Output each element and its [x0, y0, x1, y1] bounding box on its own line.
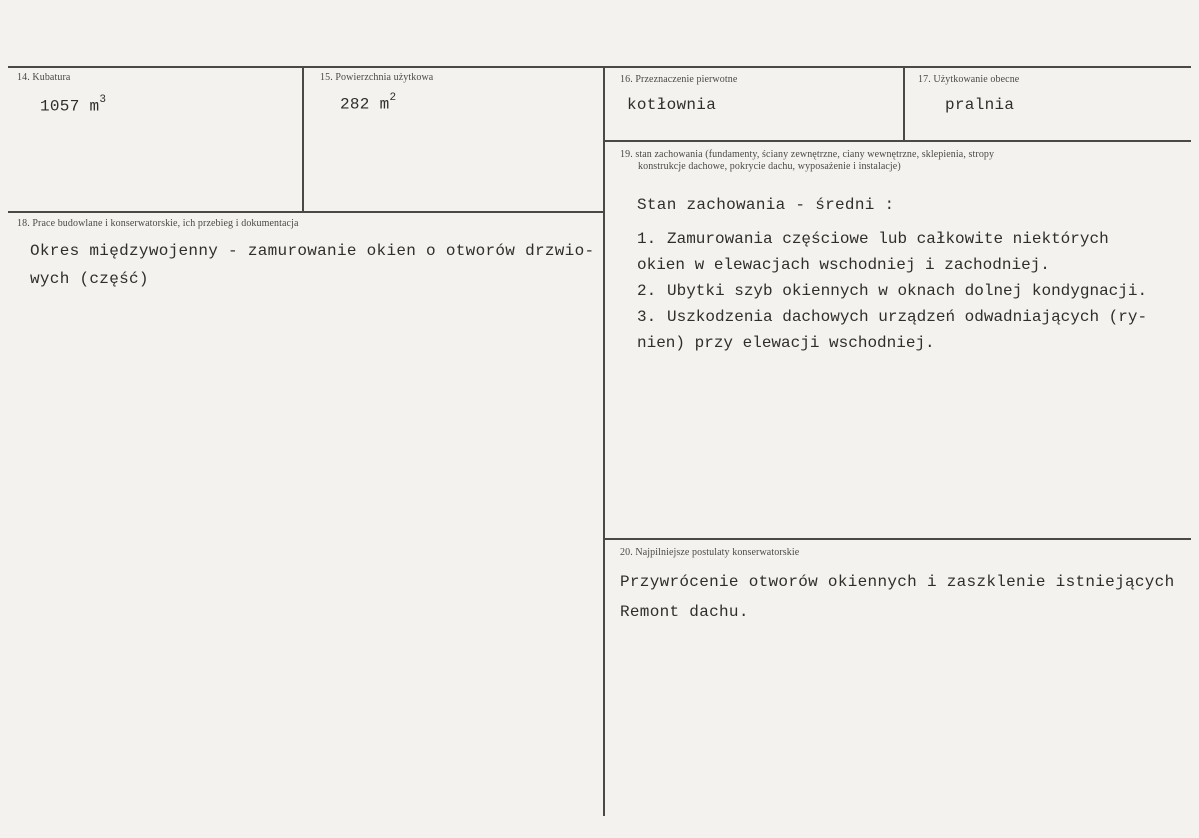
field-19-label-1: 19. stan zachowania (fundamenty, ściany zewnętrzne, ciany wewnętrzne, sklepienia, stropy: [620, 149, 995, 160]
field-19-label-2: konstrukcje dachowe, pokrycie dachu, wyposażenie i instalacje): [638, 161, 901, 172]
field-14-exponent: 3: [99, 94, 107, 106]
field-18-line-1: Okres międzywojenny - zamurowanie okien o otworów drzwio-: [30, 242, 595, 260]
divider-row1-left: [8, 211, 604, 213]
divider-16-17: [903, 66, 905, 141]
field-14-number: 1057 m: [40, 97, 100, 116]
field-18-label: 18. Prace budowlane i konserwatorskie, ich przebieg i dokumentacja: [17, 218, 299, 229]
divider-19-20: [604, 538, 1191, 540]
divider-main: [603, 66, 605, 816]
field-17-value: pralnia: [945, 96, 1015, 114]
field-15-number: 282 m: [340, 95, 390, 114]
field-17-label: 17. Użytkowanie obecne: [918, 74, 1020, 85]
field-19-heading: Stan zachowania - średni :: [637, 196, 895, 214]
field-19-list: [637, 226, 1147, 356]
field-14-label: 14. Kubatura: [17, 72, 71, 83]
list-item-text: Ubytki szyb okiennych w oknach dolnej kondygnacji.: [667, 282, 1148, 300]
list-item-number: 3.: [637, 308, 657, 326]
field-16-label: 16. Przeznaczenie pierwotne: [620, 74, 738, 85]
field-18-line-2: wych (część): [30, 270, 149, 288]
list-item-text: Uszkodzenia dachowych urządzeń odwadniających (ry-: [667, 308, 1148, 326]
divider-row1-right: [604, 140, 1191, 142]
field-15-label: 15. Powierzchnia użytkowa: [320, 72, 434, 83]
field-15-exponent: 2: [389, 92, 397, 104]
list-item: [637, 278, 1147, 304]
field-16-value: kotłownia: [627, 96, 717, 114]
divider-14-15: [302, 66, 304, 212]
field-14-value: [40, 96, 106, 115]
field-15-value: [340, 94, 396, 113]
list-item: [637, 226, 1147, 252]
field-20-line-2: Remont dachu.: [620, 603, 749, 621]
field-20-line-1: Przywrócenie otworów okiennych i zaszklenie istniejących: [620, 573, 1175, 591]
list-item-continuation: nien) przy elewacji wschodniej.: [637, 334, 935, 352]
list-item: [637, 304, 1147, 330]
field-20-label: 20. Najpilniejsze postulaty konserwatorskie: [620, 547, 800, 558]
top-border: [8, 66, 1191, 68]
list-item-text: Zamurowania częściowe lub całkowite niektórych: [667, 230, 1109, 248]
list-item-number: 1.: [637, 230, 657, 248]
list-item-number: 2.: [637, 282, 657, 300]
list-item-continuation: okien w elewacjach wschodniej i zachodniej.: [637, 256, 1050, 274]
